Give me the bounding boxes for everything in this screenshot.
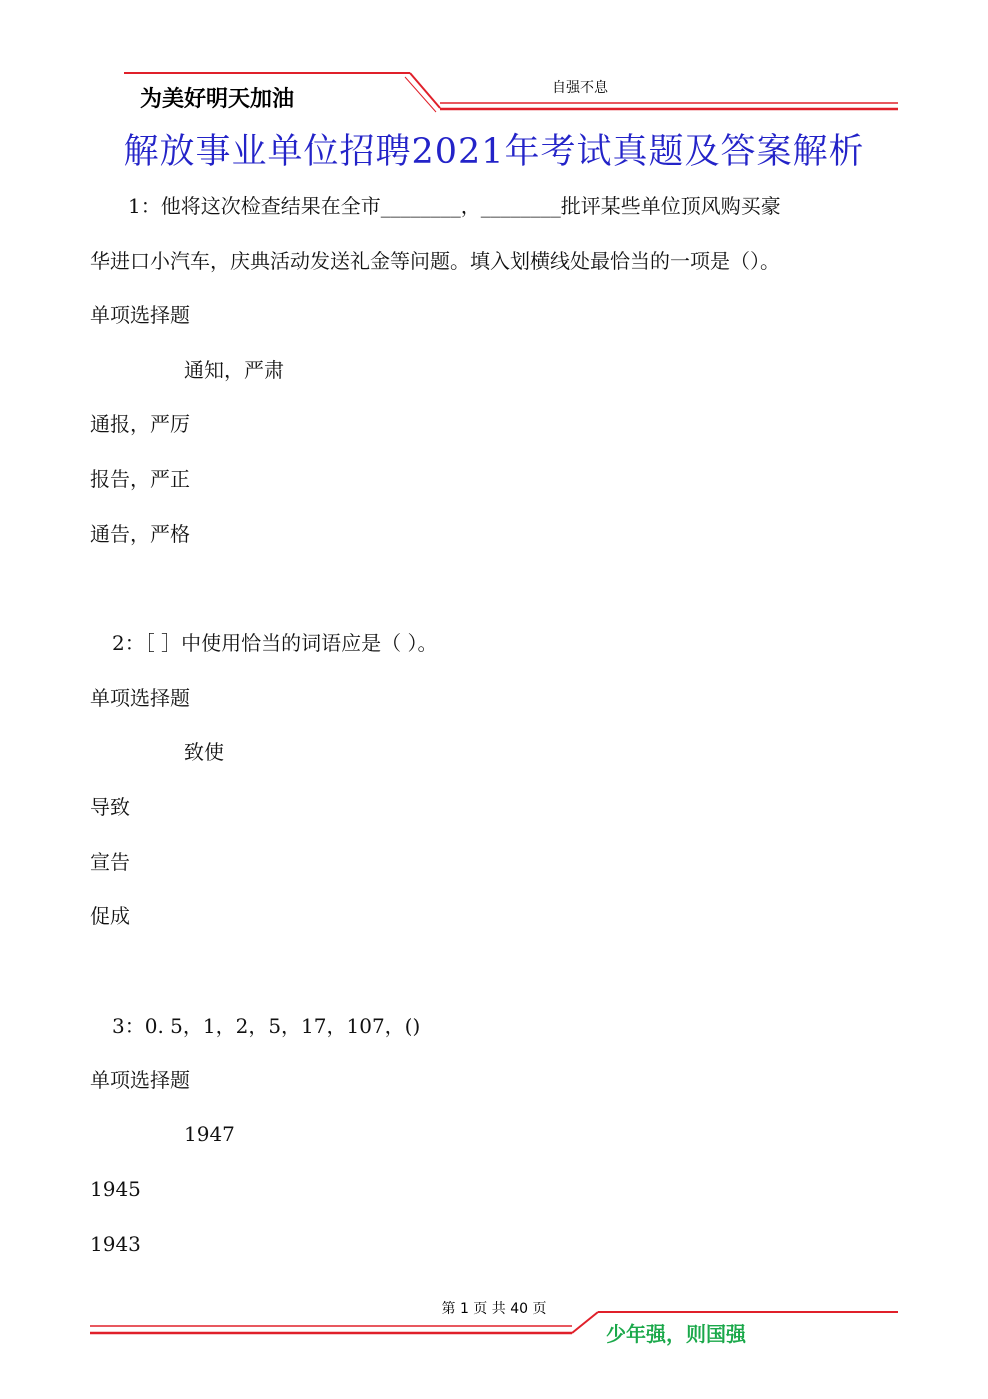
question-3-option-c: 1943 — [90, 1232, 141, 1256]
question-1-stem-line-1: 1：他将这次检查结果在全市________，________批评某些单位顶风购买豪 — [128, 194, 781, 218]
question-2-option-c: 宣告 — [90, 850, 130, 874]
question-1-type: 单项选择题 — [90, 303, 190, 327]
document-title: 解放事业单位招聘2021年考试真题及答案解析 — [123, 132, 865, 172]
question-1-option-a: 通知，严肃 — [184, 358, 284, 382]
header-motto: 自强不息 — [552, 80, 608, 96]
question-2-stem: 2：［ ］中使用恰当的词语应是（ ）。 — [112, 631, 438, 655]
question-1-option-d: 通告，严格 — [90, 522, 190, 546]
question-2-option-b: 导致 — [90, 795, 130, 819]
footer-slogan: 少年强，则国强 — [606, 1322, 746, 1346]
question-2-option-a: 致使 — [184, 740, 224, 764]
question-2-option-d: 促成 — [90, 904, 130, 928]
header-slogan: 为美好明天加油 — [140, 87, 295, 112]
question-3-stem: 3：0. 5，1，2，5，17，107，() — [112, 1014, 421, 1038]
question-3-option-b: 1945 — [90, 1177, 141, 1201]
page-number: 第 1 页 共 40 页 — [441, 1301, 547, 1317]
question-1-option-c: 报告，严正 — [90, 467, 190, 491]
question-1-stem-line-2: 华进口小汽车，庆典活动发送礼金等问题。填入划横线处最恰当的一项是（）。 — [90, 249, 780, 273]
question-3-type: 单项选择题 — [90, 1068, 190, 1092]
question-1-option-b: 通报，严厉 — [90, 412, 190, 436]
question-2-type: 单项选择题 — [90, 686, 190, 710]
question-3-option-a: 1947 — [184, 1122, 235, 1146]
